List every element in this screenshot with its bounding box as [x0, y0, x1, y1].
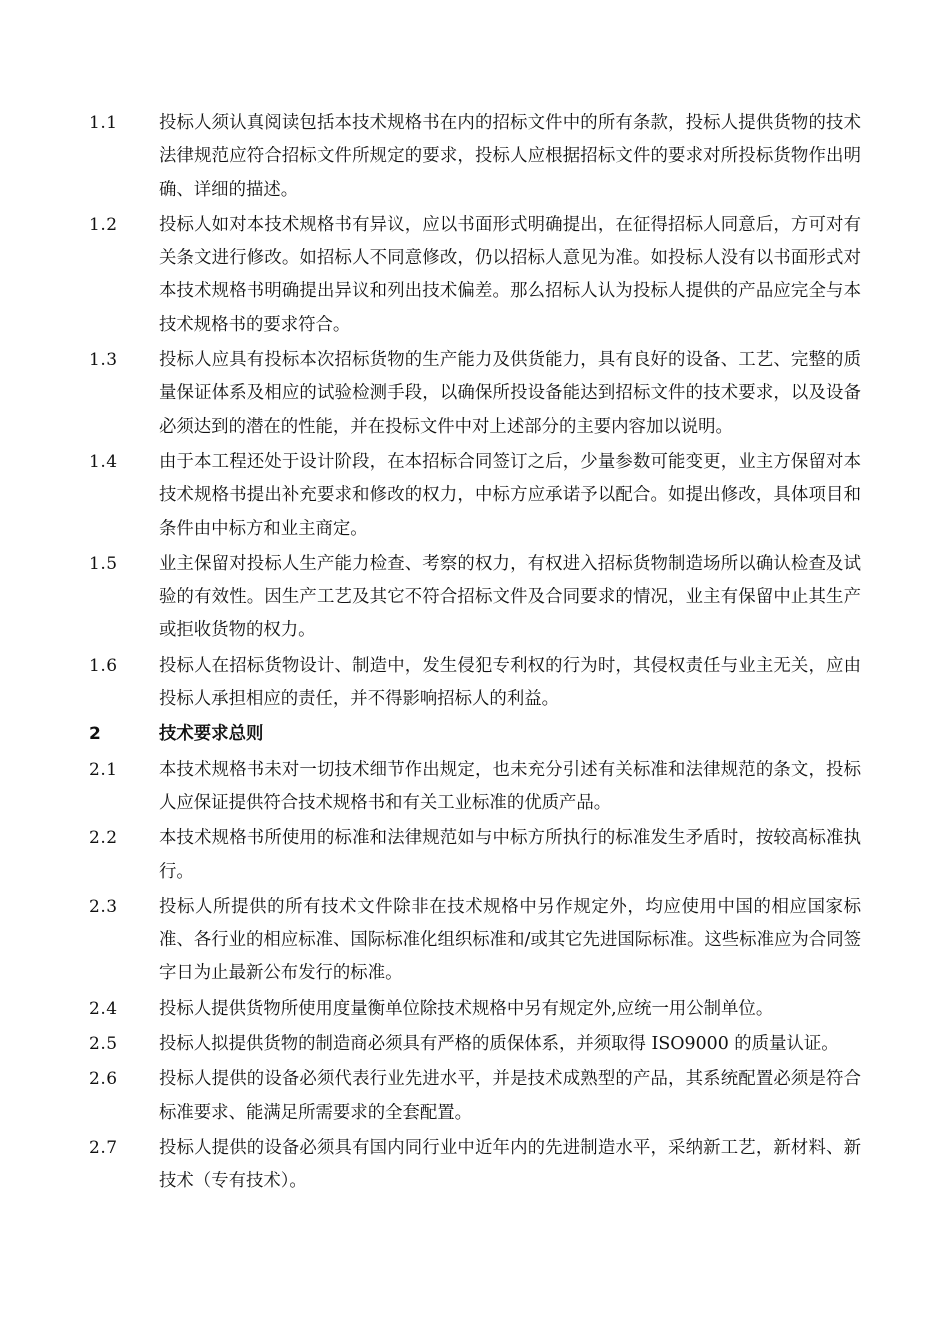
section-title: 技术要求总则: [159, 724, 264, 745]
clause-number: 2.5: [89, 1034, 118, 1055]
clause-2-1: [89, 754, 869, 821]
clause-1-2: [89, 209, 869, 342]
clause-2-4: [89, 993, 869, 1026]
clause-text: 本技术规格书所使用的标准和法律规范如与中标方所执行的标准发生矛盾时，按较高标准执行。: [159, 828, 861, 882]
clause-1-3: [89, 344, 869, 444]
clause-text: 投标人须认真阅读包括本技术规格书在内的招标文件中的所有条款，投标人提供货物的技术法律规范应符合招标文件所规定的要求，投标人应根据招标文件的要求对所投标货物作出明确、详细的描述。: [159, 113, 861, 200]
clause-text: 由于本工程还处于设计阶段，在本招标合同签订之后，少量参数可能变更，业主方保留对本技术规格书提出补充要求和修改的权力，中标方应承诺予以配合。如提出修改，具体项目和条件由中标方和业主商定。: [159, 451, 861, 539]
clause-number: 1.2: [89, 214, 118, 235]
clause-number: 2.4: [89, 998, 118, 1019]
clause-2-5: [89, 1028, 869, 1061]
clause-2-3: [89, 891, 869, 991]
clause-text: 投标人提供货物所使用度量衡单位除技术规格中另有规定外,应统一用公制单位。: [159, 998, 774, 1019]
clause-1-4: [89, 446, 869, 546]
clause-number: 2.2: [89, 828, 118, 849]
section-heading-2: [89, 718, 869, 751]
clause-text: 本技术规格书未对一切技术细节作出规定，也未充分引述有关标准和法律规范的条文，投标人应保证提供符合技术规格书和有关工业标准的优质产品。: [159, 759, 861, 813]
clause-text: 投标人应具有投标本次招标货物的生产能力及供货能力，具有良好的设备、工艺、完整的质量保证体系及相应的试验检测手段，以确保所投设备能达到招标文件的技术要求，以及设备必须达到的潜在的性能，并在投标文件中对上述部分的主要内容加以说明。: [159, 350, 861, 437]
clause-number: 2.6: [89, 1069, 118, 1090]
document-body: [89, 107, 869, 1201]
clause-number: 1.6: [89, 655, 118, 676]
clause-text: 投标人如对本技术规格书有异议，应以书面形式明确提出，在征得招标人同意后，方可对有关条文进行修改。如招标人不同意修改，仍以招标人意见为准。如投标人没有以书面形式对本技术规格书明确提出异议和列出技术偏差。那么招标人认为投标人提供的产品应完全与本技术规格书的要求符合。: [159, 214, 861, 335]
clause-2-7: [89, 1132, 869, 1199]
clause-1-6: [89, 650, 869, 717]
clause-text: 投标人拟提供货物的制造商必须具有严格的质保体系，并须取得 ISO9000 的质量认证。: [159, 1034, 839, 1055]
clause-text: 投标人所提供的所有技术文件除非在技术规格中另作规定外，均应使用中国的相应国家标准、各行业的相应标准、国际标准化组织标准和/或其它先进国际标准。这些标准应为合同签字日为止最新公布发行的标准。: [159, 896, 861, 984]
clause-number: 2.3: [89, 896, 118, 917]
clause-1-5: [89, 548, 869, 648]
clause-number: 1.4: [89, 451, 118, 472]
clause-1-1: [89, 107, 869, 207]
clause-number: 1.1: [89, 113, 118, 133]
clause-text: 投标人提供的设备必须代表行业先进水平，并是技术成熟型的产品，其系统配置必须是符合标准要求、能满足所需要求的全套配置。: [159, 1069, 861, 1123]
clause-number: 1.5: [89, 553, 118, 574]
section-number: 2: [89, 724, 102, 745]
clause-2-6: [89, 1063, 869, 1130]
clause-text: 业主保留对投标人生产能力检查、考察的权力，有权进入招标货物制造场所以确认检查及试验的有效性。因生产工艺及其它不符合招标文件及合同要求的情况，业主有保留中止其生产或拒收货物的权力。: [159, 553, 861, 641]
clause-number: 1.3: [89, 350, 118, 371]
clause-2-2: [89, 822, 869, 889]
clause-text: 投标人提供的设备必须具有国内同行业中近年内的先进制造水平，采纳新工艺，新材料、新技术（专有技术）。: [159, 1137, 861, 1192]
clause-text: 投标人在招标货物设计、制造中，发生侵犯专利权的行为时，其侵权责任与业主无关，应由投标人承担相应的责任，并不得影响招标人的利益。: [159, 655, 861, 710]
clause-number: 2.1: [89, 759, 118, 780]
clause-number: 2.7: [89, 1137, 118, 1158]
